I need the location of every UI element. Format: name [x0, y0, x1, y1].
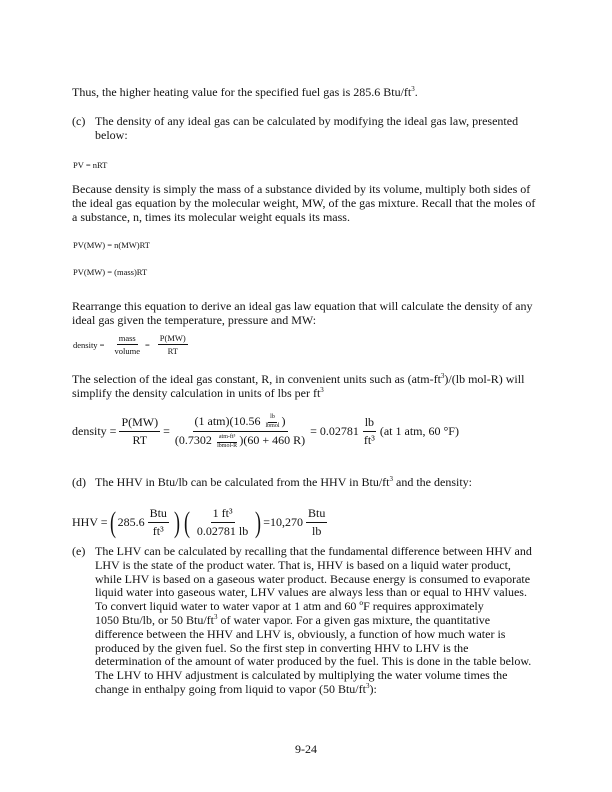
- unit-num: Btu: [148, 506, 169, 523]
- eq-lhs: HHV =: [72, 515, 108, 529]
- superscript: 3: [389, 475, 393, 483]
- item-label: (e): [72, 544, 86, 558]
- text: (1 atm)(10.56: [194, 414, 264, 428]
- numerator: mass: [118, 333, 136, 343]
- text-line: [72, 387, 524, 401]
- denominator: 0.02781 lb: [196, 524, 249, 538]
- text-line: To convert liquid water to water vapor at 1 atm and 60 ºF requires approximately: [95, 599, 484, 614]
- text-line: [72, 373, 524, 387]
- text: 1050 Btu/lb, or 50 Btu/ft: [95, 612, 215, 627]
- right-paren: ): [255, 505, 262, 539]
- unit-num: Btu: [306, 506, 327, 523]
- left-paren: (: [109, 505, 116, 539]
- unit-den: lb: [312, 524, 322, 538]
- text-line: The LHV can be calculated by recalling that the fundamental difference between HHV and: [95, 544, 532, 558]
- text: change in enthalpy going from liquid to vapor (50 Btu/ft: [95, 681, 366, 696]
- text-line: the ideal gas equation by the molecular weight, MW, of the gas mixture. Recall that the moles of: [72, 195, 536, 210]
- text-line: LHV is the state of the product water. That is, HHV is based on a liquid water product,: [95, 557, 511, 572]
- text-line: liquid water into gaseous water, LHV values are always less than or equal to HHV values.: [95, 585, 527, 600]
- condition-note: (at 1 atm, 60 °F): [379, 424, 459, 439]
- superscript: 3: [440, 372, 445, 380]
- text: The HHV in Btu/lb can be calculated from the HHV in Btu/ft: [95, 475, 390, 489]
- because-paragraph: [72, 183, 535, 224]
- item-label: (c): [72, 114, 86, 128]
- left-paren: (: [183, 505, 190, 539]
- equation-ideal-gas: PV = nRT: [73, 160, 108, 170]
- unit-den: lbmol: [265, 423, 280, 430]
- equation-hhv: [72, 506, 330, 539]
- result-value: =10,270: [263, 515, 304, 529]
- item-c: [72, 115, 535, 143]
- intro-text: Thus, the higher heating value for the specified fuel gas is 285.6 Btu/ft: [72, 85, 412, 99]
- text-line: [95, 476, 535, 490]
- page-number: 9-24: [295, 742, 317, 756]
- denominator: volume: [114, 346, 140, 356]
- numerator: 1 ft³: [211, 506, 235, 523]
- text: simplify the density calculation in units of lbs per ft: [72, 385, 321, 400]
- text: ):: [369, 681, 377, 696]
- text-line: below:: [95, 127, 128, 142]
- item-label: (d): [72, 475, 86, 489]
- equation-density-calculation: [72, 414, 459, 450]
- text: (0.7302: [174, 433, 215, 448]
- text-line: while LHV is based on a gaseous water product. Because energy is consumed to evaporate: [95, 571, 531, 586]
- selection-paragraph: [72, 373, 524, 401]
- eq-lhs: density =: [72, 424, 117, 439]
- denominator: RT: [167, 346, 178, 356]
- superscript: 3: [411, 85, 415, 93]
- text-line: The LHV to HHV adjustment is calculated by multiplying the water volume times the: [95, 668, 508, 683]
- text: of water vapor. For a given gas mixture, the quantitative: [217, 612, 491, 627]
- denominator: RT: [132, 433, 148, 448]
- numerator: P(MW): [119, 415, 160, 432]
- value: 285.6: [117, 515, 145, 529]
- text-line: [95, 614, 535, 628]
- rearrange-paragraph: [72, 300, 533, 328]
- text: ): [281, 414, 286, 428]
- unit-den: lbmol-R: [217, 442, 238, 449]
- intro-paragraph: [72, 86, 418, 100]
- text-line: Rearrange this equation to derive an ideal gas law equation that will calculate the density of any: [72, 299, 533, 313]
- text-line: difference between the HHV and LHV is, obviously, a function of how much water is: [95, 626, 506, 641]
- equals: =: [144, 339, 150, 350]
- equals: =: [163, 424, 170, 439]
- unit-num: lb: [363, 415, 376, 432]
- numerator: [193, 414, 288, 432]
- right-paren: ): [173, 505, 180, 539]
- text-line: The density of any ideal gas can be calculated by modifying the ideal gas law, presented: [95, 114, 519, 128]
- equation-pvmw-mass: PV(MW) = (mass)RT: [73, 267, 148, 277]
- text-line: ideal gas given the temperature, pressure and MW:: [72, 312, 317, 327]
- text: )/(lb mol-R) will: [444, 372, 525, 386]
- numerator: P(MW): [159, 333, 186, 343]
- unit-den: ft³: [363, 433, 375, 448]
- equation-density-definition: [73, 333, 191, 356]
- superscript: 3: [320, 385, 324, 394]
- intro-end: .: [414, 85, 418, 99]
- result-value: = 0.02781: [310, 424, 359, 439]
- text: and the density:: [393, 475, 472, 489]
- item-d: [72, 476, 535, 490]
- text-line: produced by the given fuel. So the first step in converting HHV to LHV is the: [95, 640, 469, 655]
- text: )(60 + 460 R): [239, 433, 306, 448]
- text-line: a substance, n, times its molecular weight equals its mass.: [72, 209, 350, 224]
- superscript: 3: [365, 681, 370, 690]
- text-line: [95, 683, 535, 697]
- item-e: [72, 545, 535, 697]
- text-line: determination of the amount of water produced by the fuel. This is done in the table below.: [95, 654, 532, 669]
- text-line: Because density is simply the mass of a substance divided by its volume, multiply both sides of: [72, 182, 531, 196]
- unit-num: lb: [268, 414, 277, 423]
- eq-lhs: density =: [73, 339, 105, 350]
- unit-den: ft³: [152, 524, 164, 538]
- unit-num: atm-ft³: [217, 434, 237, 443]
- equation-pvmw-n: PV(MW) = n(MW)RT: [73, 240, 150, 250]
- superscript: 3: [214, 612, 218, 621]
- text: The selection of the ideal gas constant, R, in convenient units such as (atm-ft: [72, 372, 441, 386]
- denominator: [173, 432, 307, 449]
